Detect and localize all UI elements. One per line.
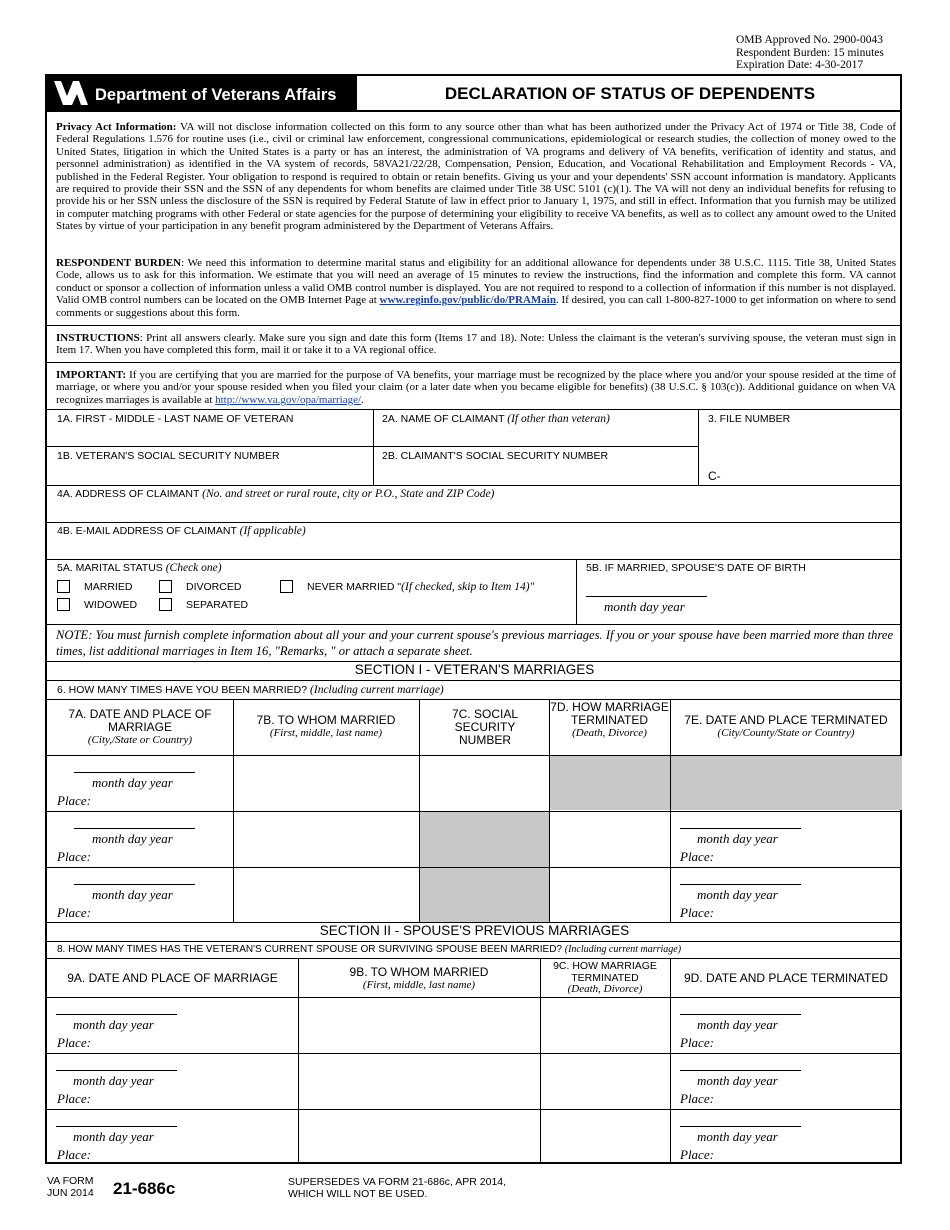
date-hint: month day year bbox=[73, 1017, 154, 1032]
claimant-ssn-label: 2B. CLAIMANT'S SOCIAL SECURITY NUMBER bbox=[382, 450, 609, 462]
col-7b-header bbox=[233, 714, 419, 740]
email-field[interactable] bbox=[57, 525, 306, 537]
privacy-heading: Privacy Act Information: bbox=[56, 121, 177, 133]
veteran-ssn-field[interactable] bbox=[57, 450, 280, 462]
burden-text: : We need this information to determine marital status and eligibility for an additional allowance for dependents under 38 U.S.C. 1115. Title 38, United States Code, allows us to ask for this information. We estimate that you will need an average of 15 minutes to review the instructions, find the information and complete this form. VA cannot conduct or sponsor a collection of information unless a valid OMB control number is displayed. You are not required to respond to a collection of information if this number is not displayed. Valid OMB control numbers can be located on the OMB Internet Page at bbox=[56, 257, 896, 307]
respondent-burden: Respondent Burden: 15 minutes bbox=[736, 46, 884, 59]
burden-text-2: . If desired, you can call 1-800-827-1000 to get information on where to send comments or suggestions about this form. bbox=[56, 294, 896, 319]
col-9c-header bbox=[540, 961, 670, 996]
never-married-note: (If checked, skip to Item 14)" bbox=[401, 581, 535, 593]
marriage-date-input[interactable] bbox=[74, 884, 195, 885]
spouse-times-married-note: (Including current marriage) bbox=[564, 944, 682, 955]
supersedes-line-2: WHICH WILL NOT BE USED. bbox=[288, 1188, 428, 1200]
spouse-times-married-field[interactable] bbox=[57, 944, 681, 955]
shaded-cell bbox=[671, 755, 902, 810]
married-checkbox[interactable] bbox=[57, 580, 70, 593]
form-title: DECLARATION OF STATUS OF DEPENDENTS bbox=[444, 84, 816, 103]
never-married-text: NEVER MARRIED " bbox=[307, 581, 402, 593]
privacy-text: VA will not disclose information collected on this form to any source other than what has been authorized under the Privacy Act of 1974 or Title 38, Code of Federal Regulations 1.576 for routine uses (i.e., civil or criminal law enforcement, congressional communications, epidemiological or research studies, the collection of money owed to the United States, litigation in which the United States is a party or has an interest, the administration of VA programs and delivery of VA benefits, verification of identity and status, and personnel administration) as identified in the VA system of records, 58VA21/22/28, Compensation, Pension, Education, and Vocational Rehabilitation and Employment Records - VA, published in the Federal Register. Your obligation to respond is required to obtain or retain benefits. Giving us your and your dependents' SSN account information is mandatory. Applicants are required to provide their SSN and the SSN of any dependents for whom benefits are claimed under Title 38 USC 5101 (c)(1). The VA will not deny an individual benefits for refusing to provide his or her SSN unless the disclosure of the SSN is required by Federal Statute of law in effect prior to January 1, 1975, and still in effect. Information that you furnish may be utilized in computer matching programs with other Federal or state agencies for the purpose of determining your eligibility to receive VA benefits, as well as to collect any amount owed to the United States by virtue of your participation in any benefit program administered by the Department of Veterans Affairs. bbox=[56, 121, 897, 233]
spouse-times-married-label: 8. HOW MANY TIMES HAS THE VETERAN'S CURRENT SPOUSE OR SURVIVING SPOUSE BEEN MARRIED? bbox=[57, 944, 562, 955]
claimant-name-label: 2A. NAME OF CLAIMANT bbox=[382, 413, 505, 425]
termination-date-input[interactable] bbox=[680, 884, 801, 885]
divorced-label: DIVORCED bbox=[186, 581, 242, 593]
termination-date-input[interactable] bbox=[680, 828, 801, 829]
widowed-checkbox[interactable] bbox=[57, 598, 70, 611]
widowed-label: WIDOWED bbox=[84, 599, 138, 611]
footer-form-info bbox=[47, 1175, 94, 1199]
marriage-date-input[interactable] bbox=[74, 828, 195, 829]
col-7e-label: 7E. DATE AND PLACE TERMINATED bbox=[684, 713, 888, 727]
omb-info bbox=[736, 34, 884, 72]
spouse-termination-date-input[interactable] bbox=[680, 1126, 801, 1127]
col-7b-note: (First, middle, last name) bbox=[269, 727, 383, 739]
date-hint: month day year bbox=[697, 1129, 778, 1144]
form-date: JUN 2014 bbox=[47, 1187, 94, 1199]
date-hint: month day year bbox=[73, 1129, 154, 1144]
place-label: Place: bbox=[680, 1035, 714, 1050]
address-field[interactable] bbox=[57, 488, 494, 500]
date-hint: month day year bbox=[73, 1073, 154, 1088]
spouse-dob-hint: month day year bbox=[604, 599, 685, 614]
veteran-ssn-label: 1B. VETERAN'S SOCIAL SECURITY NUMBER bbox=[57, 450, 280, 462]
place-label: Place: bbox=[680, 905, 714, 920]
spouse-dob-input[interactable] bbox=[586, 596, 707, 597]
place-label: Place: bbox=[680, 849, 714, 864]
never-married-label bbox=[307, 581, 534, 593]
date-hint: month day year bbox=[697, 1073, 778, 1088]
times-married-label: 6. HOW MANY TIMES HAVE YOU BEEN MARRIED? bbox=[57, 684, 308, 696]
spouse-marriage-date-input[interactable] bbox=[56, 1014, 177, 1015]
col-9a-header: 9A. DATE AND PLACE OF MARRIAGE bbox=[67, 971, 278, 985]
file-number-field[interactable] bbox=[708, 413, 790, 425]
spouse-termination-date-input[interactable] bbox=[680, 1070, 801, 1071]
marital-status-text: 5A. MARITAL STATUS bbox=[57, 562, 163, 574]
va-logo-icon bbox=[53, 79, 89, 107]
address-note: (No. and street or rural route, city or P.O., State and ZIP Code) bbox=[202, 488, 495, 500]
pra-link[interactable]: www.reginfo.gov/public/do/PRAMain bbox=[379, 294, 556, 307]
important-heading: IMPORTANT: bbox=[56, 369, 127, 381]
col-9c-label: 9C. HOW MARRIAGE TERMINATED bbox=[553, 960, 657, 984]
department-name: Department of Veterans Affairs bbox=[95, 86, 337, 104]
claimant-name-field[interactable] bbox=[382, 413, 610, 425]
file-number-label: 3. FILE NUMBER bbox=[708, 413, 791, 425]
privacy-act-info bbox=[56, 121, 896, 233]
respondent-burden-info bbox=[56, 257, 896, 319]
spouse-termination-date-input[interactable] bbox=[680, 1014, 801, 1015]
place-label: Place: bbox=[57, 1091, 91, 1106]
omb-number: OMB Approved No. 2900-0043 bbox=[736, 34, 883, 46]
marriages-note: NOTE: You must furnish complete information about all your and your current spouse's previous marriages. If you or your spouse have been married more than three times, list additional marriages in Item 16, "Remarks, " or attach a separate sheet. bbox=[56, 628, 894, 658]
times-married-field[interactable] bbox=[57, 684, 444, 696]
col-7b-label: 7B. TO WHOM MARRIED bbox=[256, 713, 396, 727]
married-label: MARRIED bbox=[84, 581, 133, 593]
instructions-heading: INSTRUCTIONS bbox=[56, 332, 140, 344]
place-label: Place: bbox=[680, 1147, 714, 1162]
col-9d-header: 9D. DATE AND PLACE TERMINATED bbox=[683, 971, 889, 985]
section-1-title: SECTION I - VETERAN'S MARRIAGES bbox=[354, 662, 595, 677]
place-label: Place: bbox=[57, 793, 91, 808]
col-7d-header bbox=[549, 701, 670, 740]
date-hint: month day year bbox=[92, 775, 173, 790]
never-married-checkbox[interactable] bbox=[280, 580, 293, 593]
email-note: (If applicable) bbox=[239, 525, 306, 537]
date-hint: month day year bbox=[697, 1017, 778, 1032]
important-note bbox=[56, 369, 896, 406]
instructions-text: : Print all answers clearly. Make sure you sign and date this form (Items 17 and 18). Note: Unless the claimant is the veteran's surviving spouse, the veteran must sign in Item 17. When you have completed this form, mail it or take it to a VA regional office. bbox=[56, 332, 896, 357]
shaded-cell bbox=[550, 755, 670, 810]
col-7a-header bbox=[47, 708, 233, 747]
expiration-date: Expiration Date: 4-30-2017 bbox=[736, 59, 864, 71]
burden-heading: RESPONDENT BURDEN bbox=[56, 257, 182, 269]
col-7c-header: 7C. SOCIAL SECURITY NUMBER bbox=[451, 707, 519, 747]
spouse-dob-label: 5B. IF MARRIED, SPOUSE'S DATE OF BIRTH bbox=[586, 562, 806, 574]
important-text-2: . bbox=[361, 393, 364, 406]
form-number: 21-686c bbox=[113, 1179, 176, 1198]
va-form-label: VA FORM bbox=[47, 1175, 94, 1187]
supersedes-note bbox=[288, 1176, 506, 1200]
email-label: 4B. E-MAIL ADDRESS OF CLAIMANT bbox=[57, 525, 237, 537]
section-2-title: SECTION II - SPOUSE'S PREVIOUS MARRIAGES bbox=[319, 923, 630, 938]
place-label: Place: bbox=[680, 1091, 714, 1106]
marriage-guidance-link[interactable]: http://www.va.gov/opa/marriage/ bbox=[215, 393, 362, 406]
col-7e-header bbox=[670, 714, 902, 740]
date-hint: month day year bbox=[92, 831, 173, 846]
place-label: Place: bbox=[57, 905, 91, 920]
date-hint: month day year bbox=[92, 887, 173, 902]
veteran-name-field[interactable] bbox=[57, 413, 294, 425]
col-7a-note: (City,/State or Country) bbox=[87, 734, 193, 746]
col-7a-label: 7A. DATE AND PLACE OF MARRIAGE bbox=[68, 707, 212, 734]
file-number-prefix: C- bbox=[708, 469, 721, 483]
claimant-name-note: (If other than veteran) bbox=[507, 413, 610, 425]
important-text: If you are certifying that you are married for the purpose of VA benefits, your marriage must be recognized by the place where you and/or your spouse resided at the time of marriage, or where you and/or your spouse resided when you filed your claim (or a later date when you became eligible for benefits) (38 U.S.C. § 103(c)). Additional guidance on when VA recognizes marriages is available at bbox=[56, 369, 896, 406]
col-9b-note: (First, middle, last name) bbox=[362, 979, 476, 991]
col-9b-label: 9B. TO WHOM MARRIED bbox=[349, 965, 489, 979]
col-9b-header bbox=[298, 966, 540, 992]
marital-status-label bbox=[57, 562, 222, 574]
supersedes-line-1: SUPERSEDES VA FORM 21-686c, APR 2014, bbox=[288, 1176, 507, 1188]
spouse-marriage-date-input[interactable] bbox=[56, 1070, 177, 1071]
col-7e-note: (City/County/State or Country) bbox=[717, 727, 855, 739]
address-label: 4A. ADDRESS OF CLAIMANT bbox=[57, 488, 200, 500]
veteran-name-label: 1A. FIRST - MIDDLE - LAST NAME OF VETERAN bbox=[57, 413, 294, 425]
spouse-marriage-date-input[interactable] bbox=[56, 1126, 177, 1127]
marriage-date-input[interactable] bbox=[74, 772, 195, 773]
instructions bbox=[56, 332, 896, 357]
place-label: Place: bbox=[57, 1147, 91, 1162]
claimant-ssn-field[interactable] bbox=[382, 450, 608, 462]
separated-label: SEPARATED bbox=[186, 599, 249, 611]
divorced-checkbox[interactable] bbox=[159, 580, 172, 593]
date-hint: month day year bbox=[697, 887, 778, 902]
times-married-note: (Including current marriage) bbox=[310, 684, 444, 696]
marital-status-note: (Check one) bbox=[165, 562, 222, 574]
place-label: Place: bbox=[57, 1035, 91, 1050]
place-label: Place: bbox=[57, 849, 91, 864]
separated-checkbox[interactable] bbox=[159, 598, 172, 611]
col-9c-note: (Death, Divorce) bbox=[567, 983, 643, 995]
form-frame bbox=[45, 74, 902, 1164]
col-7d-label: 7D. HOW MARRIAGE TERMINATED bbox=[550, 700, 669, 727]
date-hint: month day year bbox=[697, 831, 778, 846]
col-7d-note: (Death, Divorce) bbox=[572, 727, 647, 739]
